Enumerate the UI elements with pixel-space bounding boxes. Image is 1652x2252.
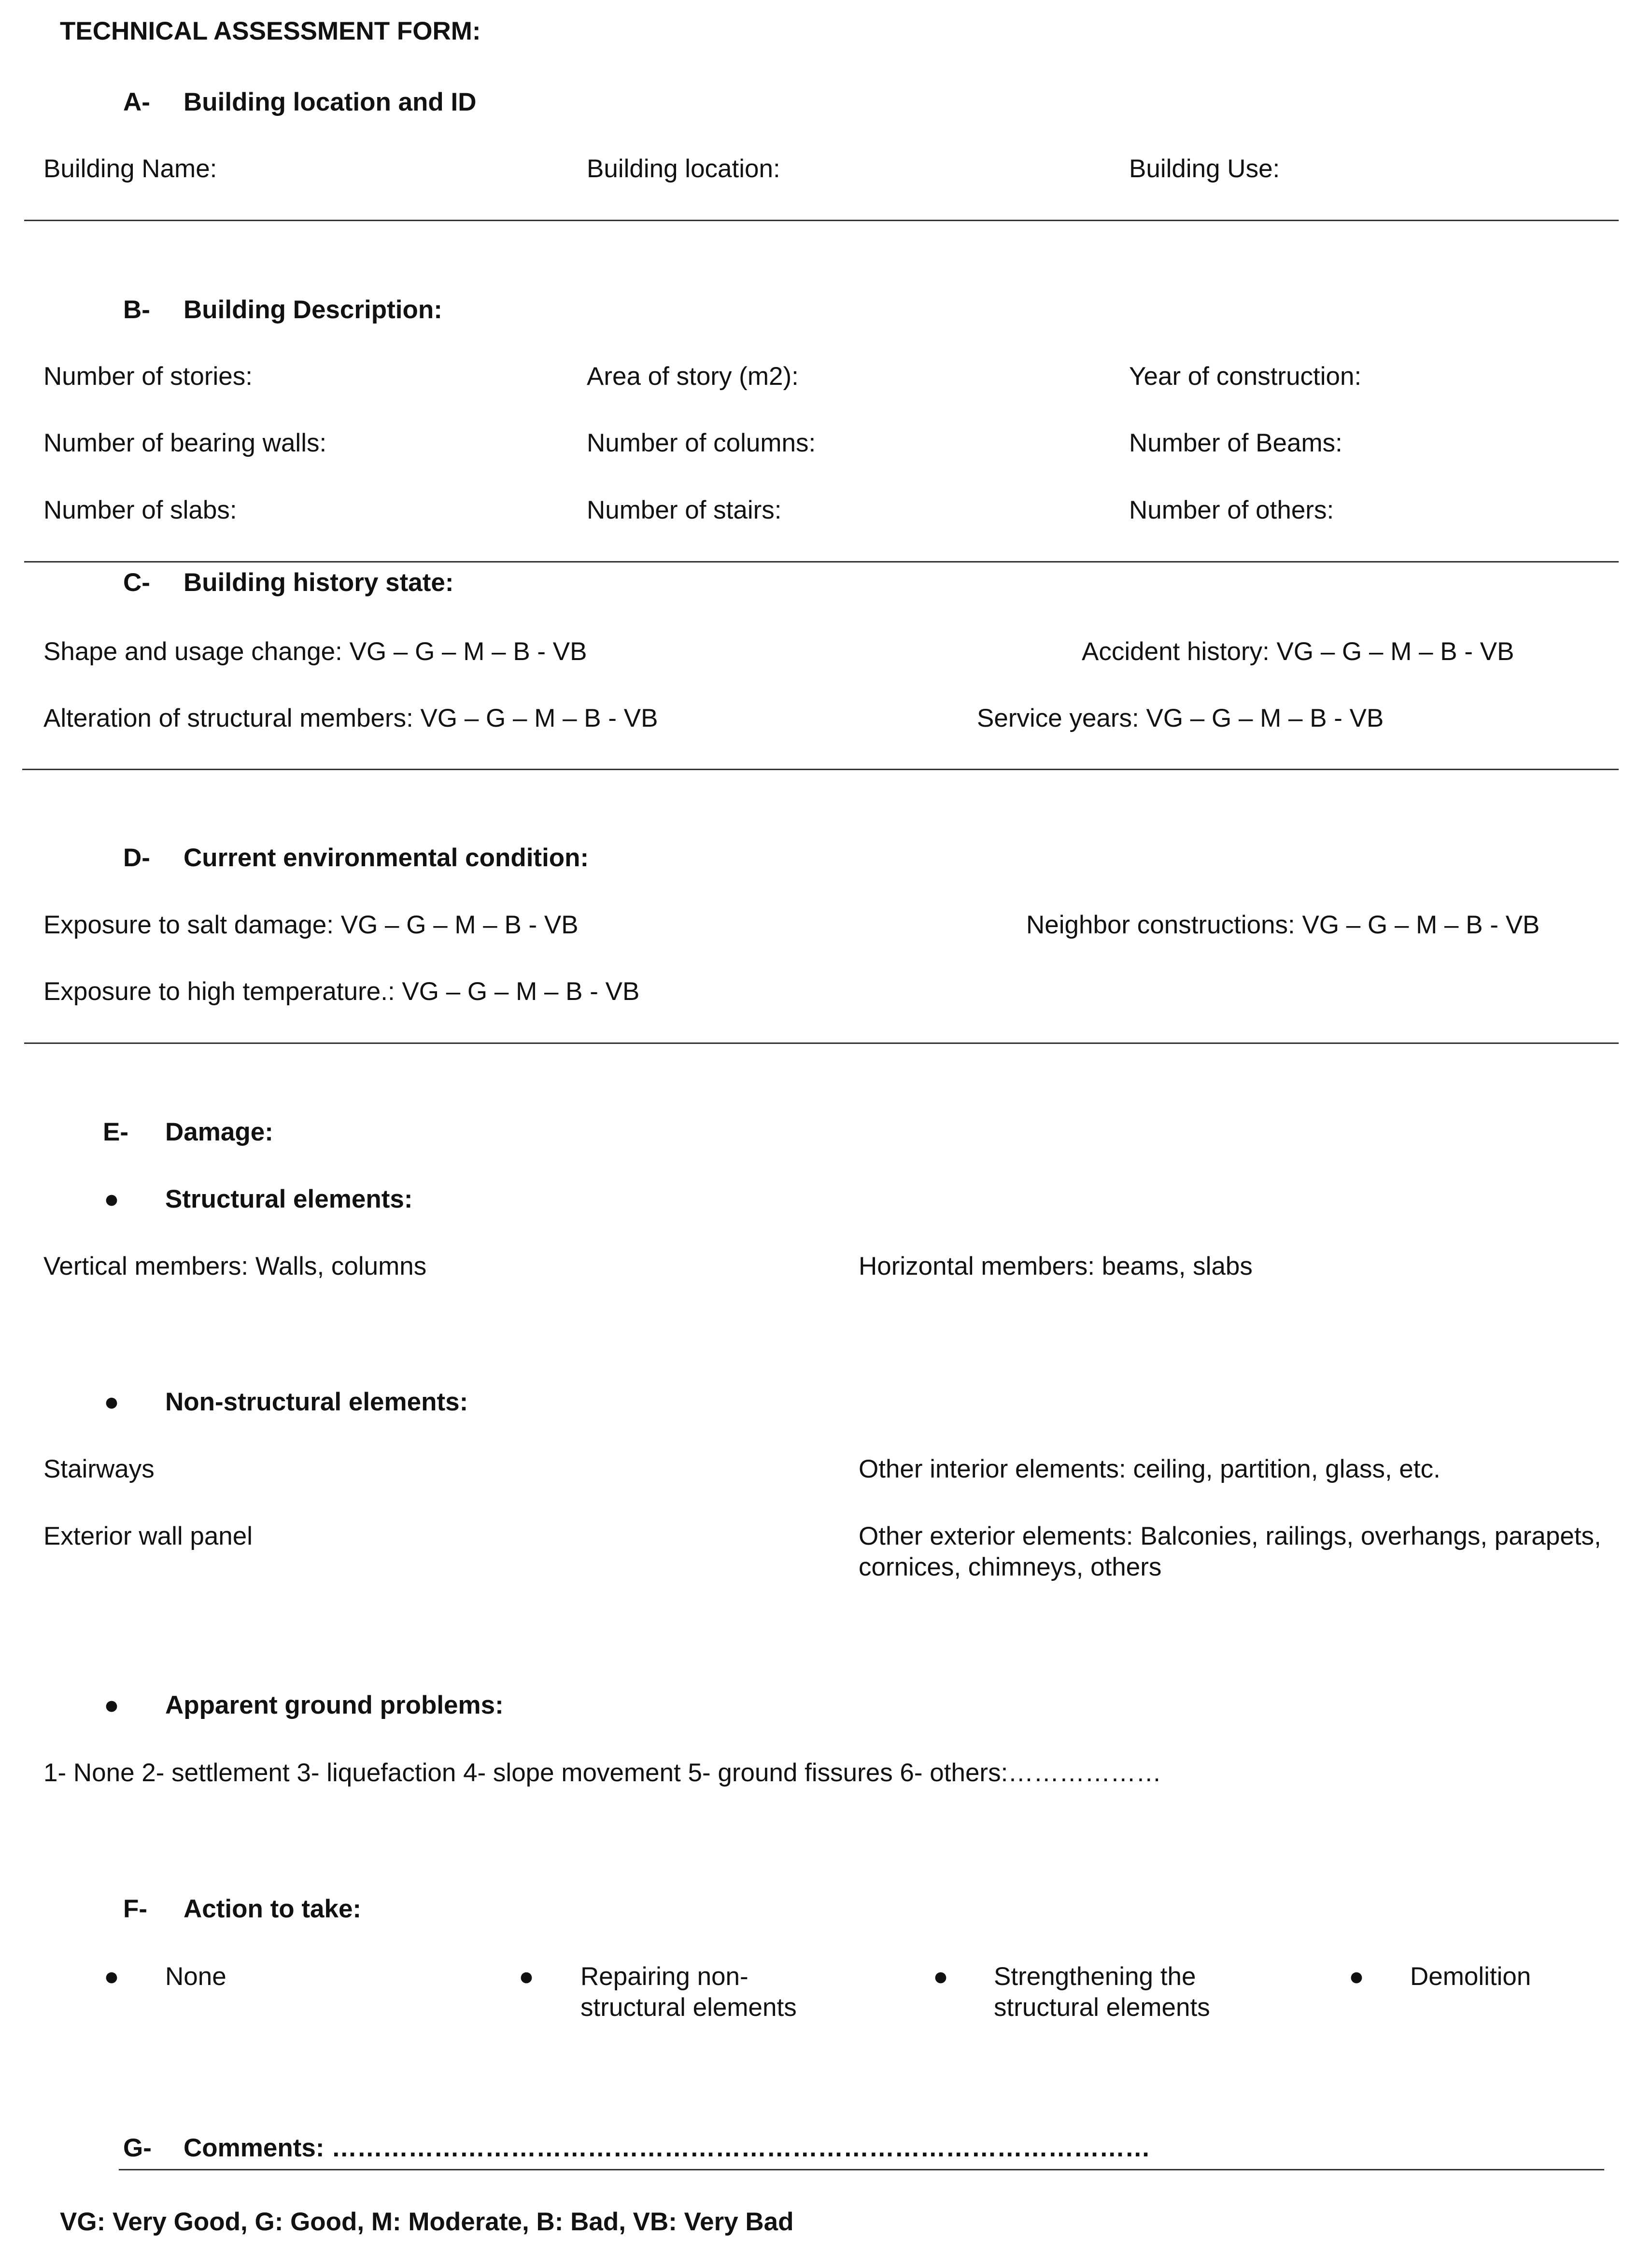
divider (24, 561, 1619, 563)
exterior-wall-panel-label: Exterior wall panel (43, 1522, 253, 1550)
bullet-icon: ● (104, 1691, 120, 1719)
comments-field: Comments: …………………………………………………………………………………… (184, 2134, 1151, 2162)
slabs-field: Number of slabs: (43, 496, 237, 524)
divider (24, 1042, 1619, 1044)
bullet-icon: ● (104, 1185, 120, 1213)
bullet-icon: ● (933, 1962, 949, 1991)
service-years-rating: Service years: VG – G – M – B - VB (977, 704, 1384, 732)
divider (24, 220, 1619, 221)
construction-year-field: Year of construction: (1129, 362, 1362, 391)
ground-problems-options: 1- None 2- settlement 3- liquefaction 4- slope movement 5- ground fissures 6- others:……………… (43, 1759, 1162, 1787)
bullet-icon: ● (104, 1388, 120, 1416)
structural-elements-heading: Structural elements: (165, 1185, 413, 1213)
others-field: Number of others: (1129, 496, 1334, 524)
section-d-heading: Current environmental condition: (184, 844, 589, 872)
section-e-heading: Damage: (165, 1118, 273, 1146)
section-a-letter: A- (123, 88, 150, 116)
building-use-field: Building Use: (1129, 155, 1280, 183)
divider (119, 2169, 1604, 2170)
divider (22, 769, 1619, 770)
section-g-letter: G- (123, 2134, 152, 2162)
action-strengthen-structural: Strengthening the structural elements (994, 1962, 1210, 2022)
section-d-letter: D- (123, 844, 150, 872)
story-area-field: Area of story (m2): (587, 362, 799, 391)
section-f-heading: Action to take: (184, 1895, 362, 1923)
action-repair-non-structural: Repairing non-structural elements (580, 1962, 797, 2022)
action-none: None (165, 1962, 226, 1991)
building-location-field: Building location: (587, 155, 780, 183)
section-a-heading: Building location and ID (184, 88, 477, 116)
bullet-icon: ● (104, 1962, 120, 1991)
non-structural-elements-heading: Non-structural elements: (165, 1388, 468, 1416)
other-exterior-label: Other exterior elements: Balconies, railings, overhangs, parapets, cornices, chimneys, others (859, 1522, 1601, 1581)
stairs-field: Number of stairs: (587, 496, 782, 524)
beams-field: Number of Beams: (1129, 429, 1342, 457)
ground-problems-heading: Apparent ground problems: (165, 1691, 504, 1719)
bullet-icon: ● (519, 1962, 535, 1991)
columns-field: Number of columns: (587, 429, 816, 457)
section-b-heading: Building Description: (184, 296, 442, 324)
building-name-field: Building Name: (43, 155, 217, 183)
horizontal-members-label: Horizontal members: beams, slabs (859, 1252, 1253, 1281)
section-e-letter: E- (103, 1118, 128, 1146)
alteration-rating: Alteration of structural members: VG – G – M – B - VB (43, 704, 658, 732)
neighbor-constructions-rating: Neighbor constructions: VG – G – M – B - VB (1026, 911, 1540, 939)
section-c-letter: C- (123, 568, 150, 597)
high-temperature-rating: Exposure to high temperature.: VG – G – M – B - VB (43, 977, 640, 1006)
other-interior-label: Other interior elements: ceiling, partition, glass, etc. (859, 1455, 1440, 1483)
rating-legend: VG: Very Good, G: Good, M: Moderate, B: Bad, VB: Very Bad (60, 2208, 794, 2236)
shape-usage-change-rating: Shape and usage change: VG – G – M – B - VB (43, 637, 587, 666)
section-c-heading: Building history state: (184, 568, 454, 597)
stairways-label: Stairways (43, 1455, 155, 1483)
salt-damage-rating: Exposure to salt damage: VG – G – M – B - VB (43, 911, 579, 939)
accident-history-rating: Accident history: VG – G – M – B - VB (1082, 637, 1514, 666)
vertical-members-label: Vertical members: Walls, columns (43, 1252, 427, 1281)
bearing-walls-field: Number of bearing walls: (43, 429, 327, 457)
section-f-letter: F- (123, 1895, 148, 1923)
section-b-letter: B- (123, 296, 150, 324)
action-demolition: Demolition (1410, 1962, 1531, 1991)
form-title: TECHNICAL ASSESSMENT FORM: (60, 17, 481, 45)
stories-field: Number of stories: (43, 362, 253, 391)
bullet-icon: ● (1349, 1962, 1365, 1991)
